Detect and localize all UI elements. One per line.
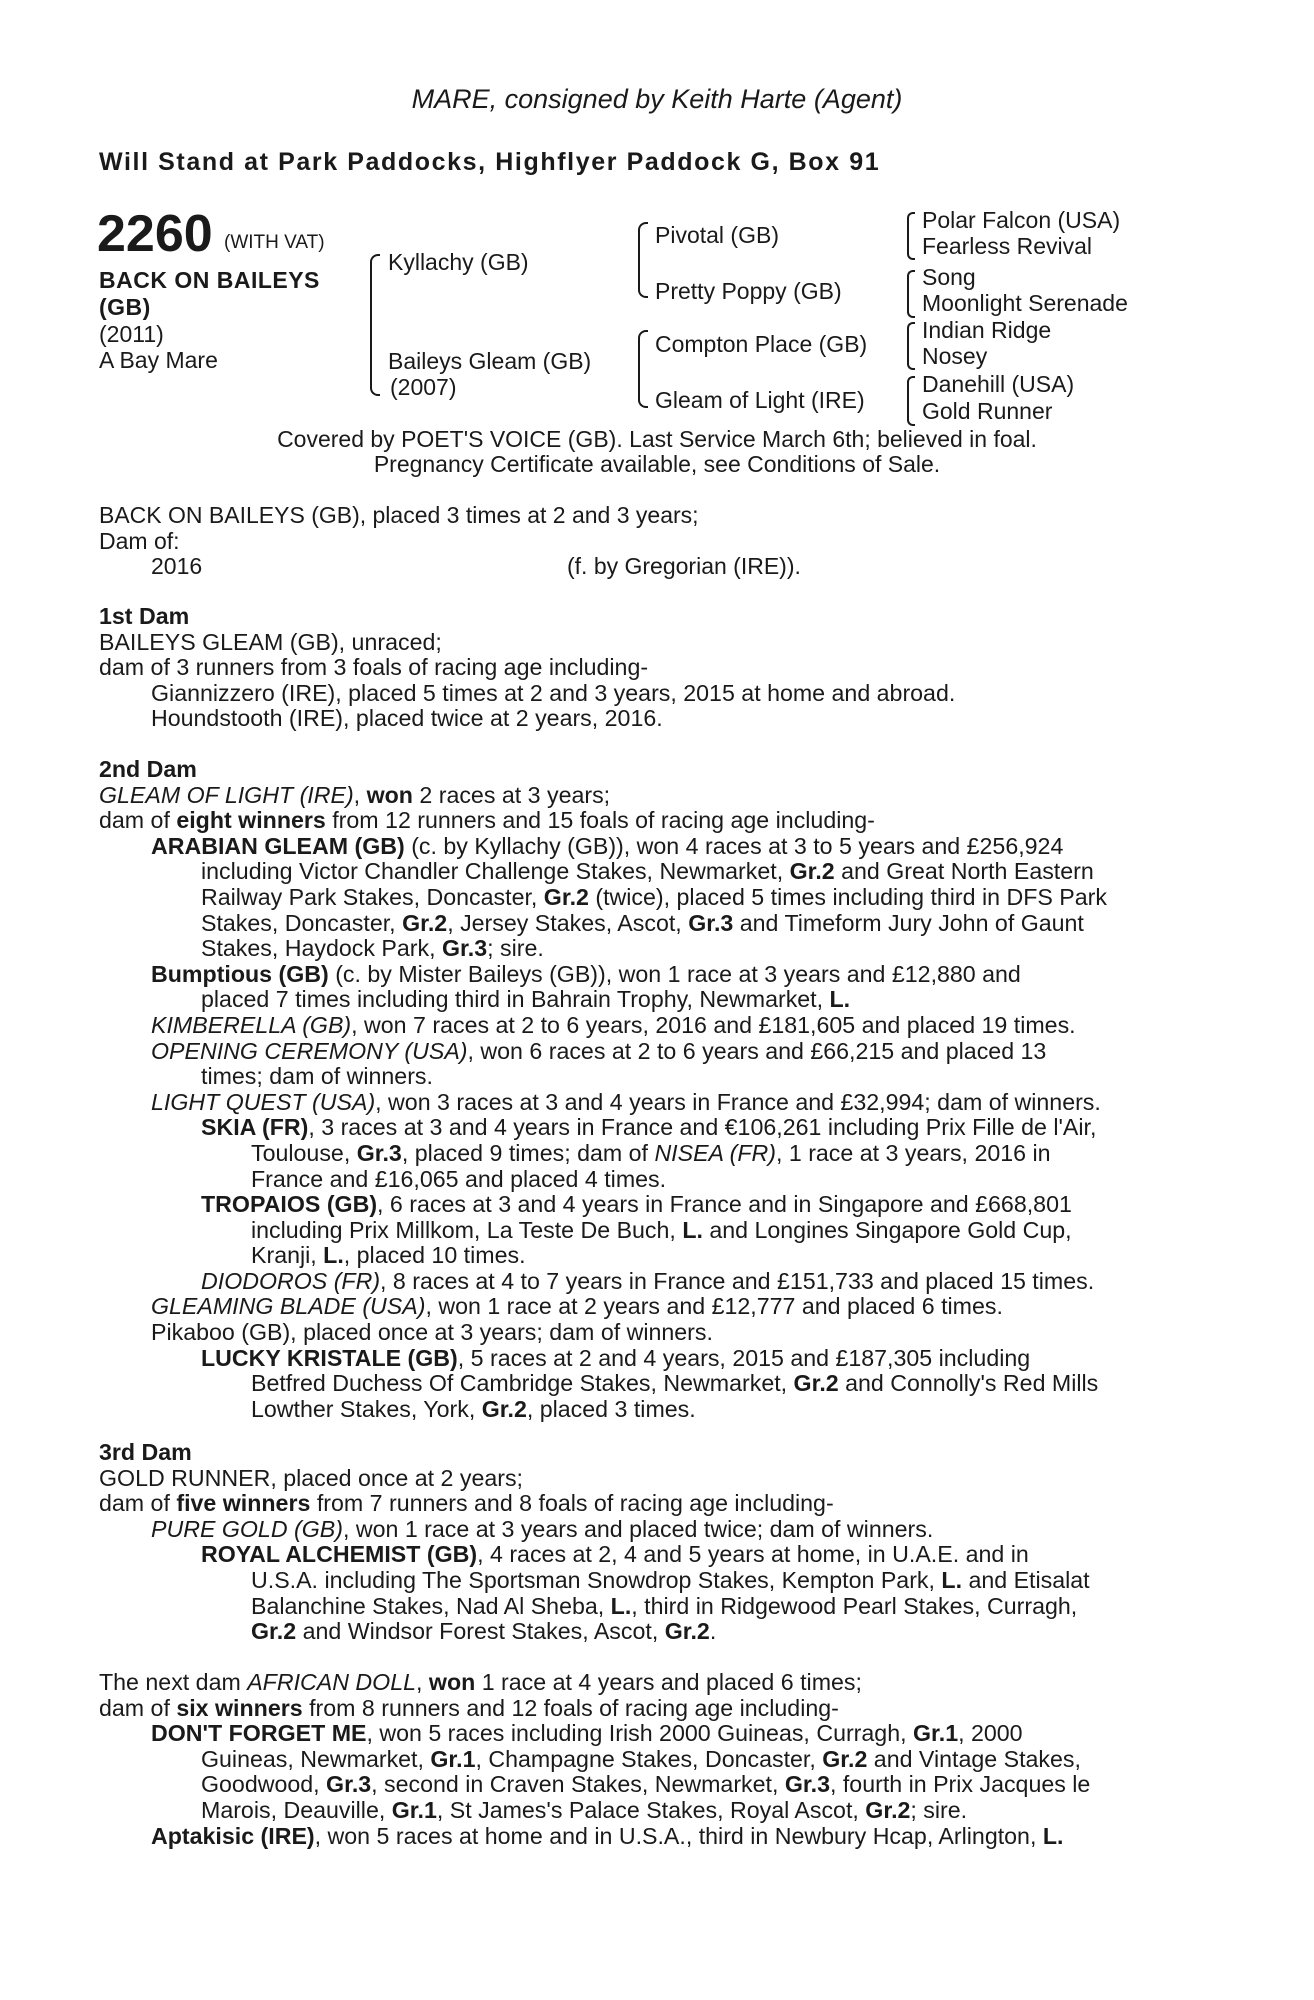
text-run: GLEAM OF LIGHT (IRE) [99,781,354,808]
produce-entry [99,1090,1204,1116]
dam-line-brace [638,330,648,408]
grandproduce-entry-cont [99,1568,1204,1594]
text-run: Gr.1 [430,1745,476,1772]
first-dam-section [99,604,1204,732]
text-run: and Great North Eastern [834,858,1094,885]
text-run: , 5 races at 2 and 4 years, 2015 and £187,305 including [457,1344,1031,1371]
text-run: , won 3 races at 3 and 4 years in France and £32,994; dam of winners. [375,1088,1101,1115]
text-run: PURE GOLD (GB) [151,1515,343,1542]
text-run: DIODOROS (FR) [201,1267,381,1294]
grandproduce-entry-cont: France and £16,065 and placed 4 times. [251,1165,667,1192]
first-dam-line: BAILEYS GLEAM (GB), unraced; [99,628,442,655]
text-run: L. [323,1242,344,1269]
g-brace-4 [907,376,915,426]
dam: Baileys Gleam (GB) [388,348,592,374]
text-run: ; sire. [910,1796,968,1823]
produce-entry-cont [99,1798,1204,1824]
produce-entry-cont [99,859,1204,885]
text-run: Bumptious (GB) [151,960,329,987]
text-run: Gr.3 [784,1771,830,1798]
text-run: , won 5 races including Irish 2000 Guineas, Curragh, [366,1720,913,1747]
text-run: dam of [99,1490,177,1517]
text-run: Gr.3 [326,1771,372,1798]
pregnancy-note: Pregnancy Certificate available, see Conditions of Sale. [373,451,941,477]
text-run: Kranji, [251,1242,324,1269]
text-run: and Etisalat [962,1566,1090,1593]
text-run: from 8 runners and 12 foals of racing age including- [302,1694,839,1721]
dam-dam: Gleam of Light (IRE) [655,387,865,413]
text-run: TROPAIOS (GB) [201,1191,378,1218]
text-run: U.S.A. including The Sportsman Snowdrop Stakes, Kempton Park, [251,1566,942,1593]
foaling-year: (2011) [99,321,164,347]
text-run: Gr.1 [912,1720,959,1747]
second-dam-line [99,783,1204,809]
grandproduce-entry [99,1192,1204,1218]
grand-6: Nosey [922,343,988,369]
text-run: Balanchine Stakes, Nad Al Sheba, [251,1592,611,1619]
sire-dam: Pretty Poppy (GB) [655,278,842,304]
next-dam-section [99,1670,1204,1849]
text-run: KIMBERELLA (GB) [151,1011,352,1038]
text-run: and Windsor Forest Stakes, Ascot, [296,1618,665,1645]
text-run: Gr.3 [356,1139,402,1166]
text-run: AFRICAN DOLL [247,1669,417,1695]
text-run: Gr.2 [664,1618,710,1645]
text-run: , 8 races at 4 to 7 years in France and £151,733 and placed 15 times. [380,1267,1095,1294]
grandproduce-entry-cont [99,1619,1204,1645]
text-run: five winners [176,1490,311,1517]
text-run: and Longines Singapore Gold Cup, [702,1216,1072,1243]
text-run: NISEA (FR) [654,1139,776,1166]
next-dam-line [99,1696,1204,1722]
vat-note: (WITH VAT) [224,232,325,253]
grand-2: Fearless Revival [922,233,1092,259]
grandproduce-entry-cont [99,1243,1204,1269]
third-dam-heading: 3rd Dam [99,1439,192,1465]
text-run: , fourth in Prix Jacques le [829,1771,1091,1798]
text-run: Gr.2 [251,1618,297,1645]
text-run: dam of [99,807,177,834]
text-run: , 6 races at 3 and 4 years in France and in Singapore and £668,801 [377,1191,1072,1218]
text-run: won [428,1669,476,1695]
grandproduce-entry-cont [99,1141,1204,1167]
first-dam-heading: 1st Dam [99,603,190,629]
text-run: ; sire. [487,935,544,962]
second-dam-line [99,808,1204,834]
text-run: Gr.2 [402,909,448,936]
text-run: , won 6 races at 2 to 6 years and £66,215 and placed 13 [467,1037,1047,1064]
text-run: Gr.1 [391,1796,437,1823]
text-run: , Jersey Stakes, Ascot, [447,909,689,936]
text-run: Gr.2 [543,883,589,910]
text-run: Gr.3 [688,909,734,936]
text-run: , won 1 race at 2 years and £12,777 and placed 6 times. [425,1293,1003,1320]
second-dam-heading: 2nd Dam [99,756,197,782]
produce-entry-cont [99,1772,1204,1798]
text-run: Betfred Duchess Of Cambridge Stakes, Newmarket, [251,1370,794,1397]
dam-year: (2007) [390,374,457,400]
produce-entry [99,1517,1204,1543]
produce-entry [99,962,1204,988]
produce-entry [99,834,1204,860]
grand-3: Song [922,264,976,290]
text-run: L. [682,1216,703,1243]
grand-8: Gold Runner [922,398,1053,424]
text-run: Gr.2 [793,1370,839,1397]
text-run: , Champagne Stakes, Doncaster, [475,1745,823,1772]
text-run: , 3 races at 3 and 4 years in France and €106,261 including Prix Fille de l'Air, [308,1114,1097,1141]
text-run: LIGHT QUEST (USA) [151,1088,376,1115]
text-run: GLEAMING BLADE (USA) [151,1293,426,1320]
text-run: Stakes, Doncaster, [201,909,403,936]
text-run: 1 race at 4 years and placed 6 times; [475,1669,862,1695]
dam-of-label: Dam of: [99,528,180,554]
text-run: 2 races at 3 years; [412,781,611,808]
text-run: , won 1 race at 3 years and placed twice; dam of winners. [342,1515,934,1542]
text-run: including Victor Chandler Challenge Stakes, Newmarket, [201,858,790,885]
text-run: Gr.2 [822,1745,868,1772]
grandproduce-entry [99,1269,1204,1295]
produce-entry [99,1013,1204,1039]
stabling-location: Will Stand at Park Paddocks, Highflyer Paddock G, Box 91 [99,148,881,176]
text-run: , 2000 [958,1720,1023,1747]
text-run: DON'T FORGET ME [151,1720,367,1747]
produce-entry: Pikaboo (GB), placed once at 3 years; dam of winners. [151,1319,713,1346]
text-run: LUCKY KRISTALE (GB) [201,1344,458,1371]
produce-year: 2016 [151,553,203,579]
text-run: The next dam [99,1669,248,1695]
text-run: and Timeform Jury John of Gaunt [733,909,1084,936]
horse-summary: BACK ON BAILEYS (GB), placed 3 times at 2 and 3 years; [99,502,699,528]
text-run: Gr.3 [442,935,488,962]
grandproduce-entry-cont [99,1218,1204,1244]
grand-7: Danehill (USA) [922,371,1075,397]
text-run: , won 5 races at home and in U.S.A., third in Newbury Hcap, Arlington, [314,1822,1043,1849]
second-dam-section [99,757,1204,1422]
sire-dam-brace [370,254,380,396]
text-run: (twice), placed 5 times including third in DFS Park [588,883,1107,910]
text-run: (c. by Mister Baileys (GB)), won 1 race at 3 years and £12,880 and [328,960,1021,987]
produce-entry-cont [99,936,1204,962]
g-brace-3 [907,322,915,370]
produce-entry-cont [99,911,1204,937]
text-run: L. [941,1566,963,1593]
third-dam-section [99,1440,1204,1645]
text-run: , St James's Palace Stakes, Royal Ascot, [436,1796,866,1823]
produce-entry [99,1824,1204,1850]
text-run: and Vintage Stakes, [867,1745,1081,1772]
text-run: , [416,1669,429,1695]
text-run: six winners [176,1694,303,1721]
third-dam-line: GOLD RUNNER, placed once at 2 years; [99,1464,523,1491]
text-run: L. [610,1592,632,1619]
text-run: SKIA (FR) [201,1114,309,1141]
lot-number: 2260 [97,205,213,263]
text-run: Gr.2 [789,858,835,885]
text-run: from 7 runners and 8 foals of racing age including- [310,1490,834,1517]
text-run: including Prix Millkom, La Teste De Buch, [251,1216,683,1243]
text-run: , placed 10 times. [343,1242,526,1269]
g-brace-1 [907,212,915,260]
text-run: , third in Ridgewood Pearl Stakes, Curragh, [631,1592,1078,1619]
horse-name: BACK ON BAILEYS [99,267,320,293]
text-run: , placed 9 times; dam of [401,1139,655,1166]
text-run: Marois, Deauville, [201,1796,392,1823]
text-run: Toulouse, [251,1139,357,1166]
consignor-header: MARE, consigned by Keith Harte (Agent) [411,84,903,114]
text-run: eight winners [176,807,326,834]
text-run: Goodwood, [201,1771,327,1798]
text-run: Aptakisic (IRE) [151,1822,315,1849]
grandproduce-entry [99,1346,1204,1372]
horse-description: A Bay Mare [99,347,218,373]
text-run: , 1 race at 3 years, 2016 in [775,1139,1051,1166]
text-run: dam of [99,1694,177,1721]
text-run: (c. by Kyllachy (GB)), won 4 races at 3 to 5 years and £256,924 [404,832,1064,859]
text-run: Railway Park Stakes, Doncaster, [201,883,544,910]
text-run: ARABIAN GLEAM (GB) [151,832,405,859]
text-run: Stakes, Haydock Park, [201,935,442,962]
text-run: , [353,781,367,808]
grandproduce-entry-cont [99,1371,1204,1397]
produce-entry-cont [99,1747,1204,1773]
text-run: Gr.2 [481,1395,527,1422]
sire-line-brace [638,222,648,298]
text-run: , 4 races at 2, 4 and 5 years at home, in U.A.E. and in [477,1541,1029,1568]
produce-entry [99,1039,1204,1065]
text-run: Gr.2 [865,1796,911,1823]
g-brace-2 [907,270,915,318]
text-run: Guineas, Newmarket, [201,1745,431,1772]
produce-foal: (f. by Gregorian (IRE)). [567,553,801,579]
grandproduce-entry [99,1115,1204,1141]
text-run: Lowther Stakes, York, [251,1395,482,1422]
dam-sire: Compton Place (GB) [655,331,868,357]
first-dam-line: dam of 3 runners from 3 foals of racing age including- [99,654,649,681]
grand-5: Indian Ridge [922,317,1052,343]
produce-entry-cont: times; dam of winners. [201,1063,433,1090]
text-run: won [366,781,413,808]
grand-4: Moonlight Serenade [922,290,1128,316]
text-run: OPENING CEREMONY (USA) [151,1037,468,1064]
text-run: , placed 3 times. [526,1395,696,1422]
sire: Kyllachy (GB) [388,249,529,275]
sire-sire: Pivotal (GB) [655,222,779,248]
covered-note: Covered by POET'S VOICE (GB). Last Service March 6th; believed in foal. [277,426,1037,452]
grandproduce-entry-cont [99,1594,1204,1620]
text-run: placed 7 times including third in Bahrain Trophy, Newmarket, [201,986,830,1013]
produce-entry-cont [99,987,1204,1013]
text-run: L. [1042,1822,1064,1849]
text-run: , won 7 races at 2 to 6 years, 2016 and £181,605 and placed 19 times. [351,1011,1076,1038]
grandproduce-entry [99,1542,1204,1568]
first-dam-produce: Houndstooth (IRE), placed twice at 2 years, 2016. [151,705,663,732]
grand-1: Polar Falcon (USA) [922,207,1121,233]
grandproduce-entry-cont [99,1397,1204,1423]
text-run: . [709,1618,717,1645]
horse-name-country: (GB) [99,294,151,320]
text-run: L. [829,986,851,1013]
next-dam-line [99,1670,1204,1696]
text-run: , second in Craven Stakes, Newmarket, [371,1771,785,1798]
produce-entry-cont [99,885,1204,911]
text-run: and Connolly's Red Mills [838,1370,1099,1397]
text-run: from 12 runners and 15 foals of racing age including- [325,807,875,834]
first-dam-produce: Giannizzero (IRE), placed 5 times at 2 and 3 years, 2015 at home and abroad. [151,679,956,706]
produce-entry [99,1721,1204,1747]
produce-entry [99,1294,1204,1320]
third-dam-line [99,1491,1204,1517]
text-run: ROYAL ALCHEMIST (GB) [201,1541,478,1568]
